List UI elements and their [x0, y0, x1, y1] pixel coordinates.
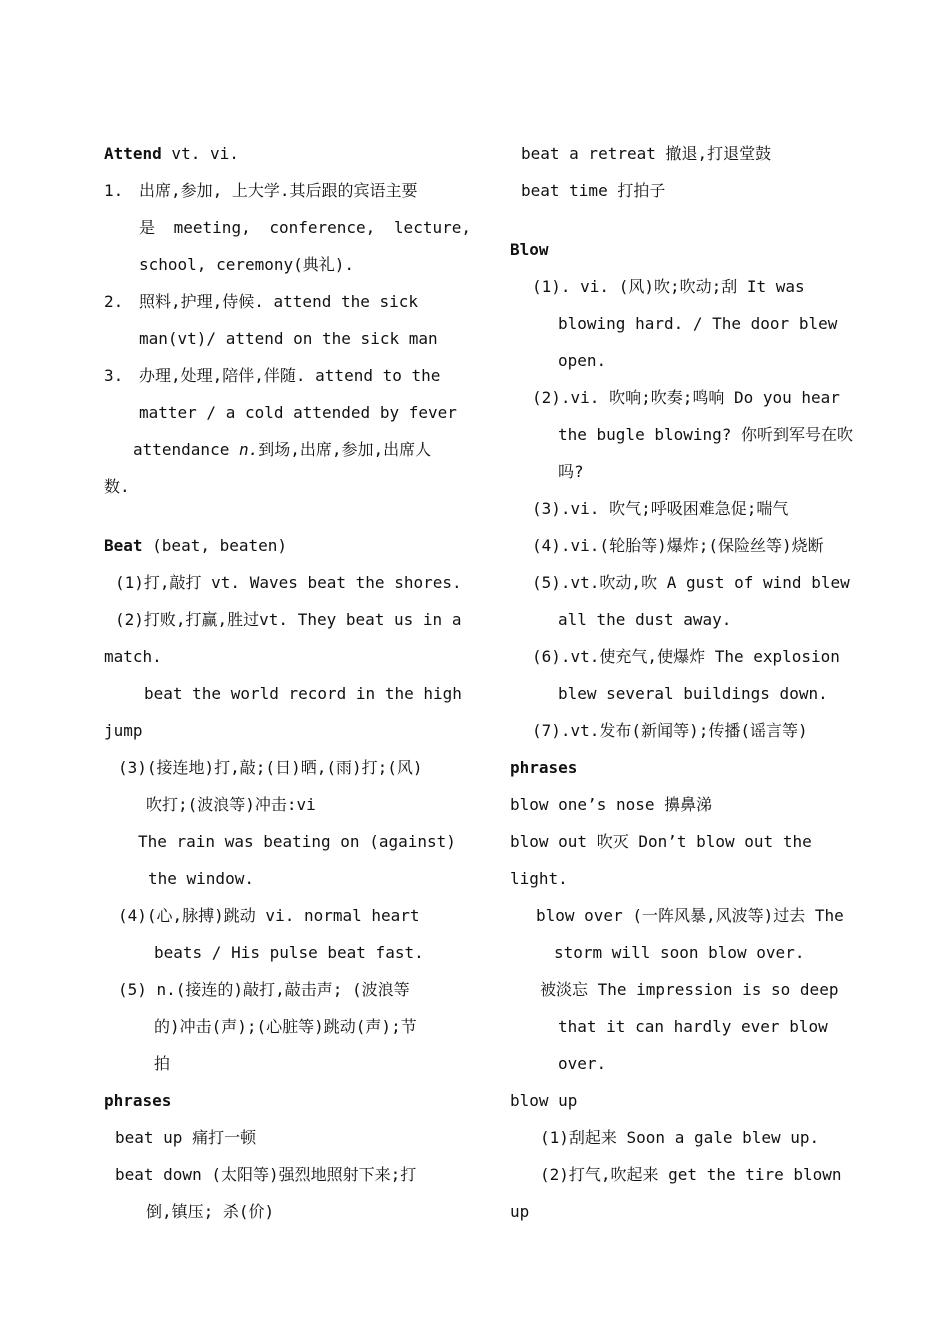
blow-phrase-3-cont: storm will soon blow over. — [554, 943, 805, 962]
derived-pos: n. — [238, 440, 259, 459]
word: conference, — [269, 218, 376, 237]
blow-phrase-1: blow one’s nose 擤鼻涕 — [510, 795, 713, 814]
attend-pos: vt. vi. — [161, 144, 239, 163]
attend-sense-1-cont — [104, 213, 474, 250]
sense-number: 3. — [104, 366, 124, 385]
beat-sense-5: (5) n.(接连的)敲打,敲击声; (波浪等 — [118, 980, 410, 999]
beat-phrase-2-cont: 倒,镇压; 杀(价) — [146, 1202, 275, 1221]
blow-phrase-4-sense-2: (2)打气,吹起来 get the tire blown — [540, 1165, 842, 1184]
attend-sense-1-cont2: school, ceremony(典礼). — [139, 255, 355, 274]
blow-sense-3: (3).vi. 吹气;呼吸困难急促;喘气 — [532, 499, 789, 518]
entry-word-attend: Attend — [104, 144, 162, 163]
sense-number: 2. — [104, 292, 124, 311]
blow-sense-7: (7).vt.发布(新闻等);传播(谣言等) — [532, 721, 808, 740]
blow-sense-2-cont: the bugle blowing? 你听到军号在吹 — [558, 425, 854, 444]
beat-sense-5-cont2: 拍 — [154, 1054, 171, 1073]
blow-phrase-4-sense-2-cont: up — [510, 1202, 530, 1221]
attend-sense-3-cont: matter / a cold attended by fever — [139, 403, 457, 422]
blow-phrase-3-sense-2-cont: that it can hardly ever blow — [558, 1017, 828, 1036]
beat-sense-2-example-cont: jump — [104, 721, 143, 740]
blow-sense-5: (5).vt.吹动,吹 A gust of wind blew — [532, 573, 850, 592]
blow-phrases-heading: phrases — [510, 758, 578, 777]
attend-sense-2 — [104, 287, 474, 324]
sense-number: 1. — [104, 181, 124, 200]
right-column — [510, 139, 870, 1234]
attend-sense-3 — [104, 361, 474, 398]
left-column — [104, 139, 474, 1234]
beat-sense-4: (4)(心,脉搏)跳动 vi. normal heart — [118, 906, 420, 925]
word: 是 — [139, 218, 156, 237]
derived-word: attendance — [133, 440, 239, 459]
entry-word-blow: Blow — [510, 240, 549, 259]
attendance-line — [104, 435, 474, 472]
blow-sense-1-cont2: open. — [558, 351, 607, 370]
blow-sense-2-cont2: 吗? — [558, 462, 584, 481]
attend-sense-2-cont: man(vt)/ attend on the sick man — [139, 329, 438, 348]
blow-phrase-2-cont: light. — [510, 869, 568, 888]
blow-sense-6: (6).vt.使充气,使爆炸 The explosion — [532, 647, 840, 666]
beat-sense-3: (3)(接连地)打,敲;(日)晒,(雨)打;(风) — [118, 758, 423, 777]
blow-phrase-4: blow up — [510, 1091, 578, 1110]
blow-phrase-3-sense-2-cont2: over. — [558, 1054, 607, 1073]
derived-def: 到场,出席,参加,出席人 — [258, 440, 432, 459]
attendance-line-cont: 数. — [104, 477, 130, 496]
blow-phrase-4-sense-1: (1)刮起来 Soon a gale blew up. — [540, 1128, 820, 1147]
entry-word-beat: Beat — [104, 536, 143, 555]
blow-phrase-3-sense-2: 被淡忘 The impression is so deep — [540, 980, 839, 999]
blow-sense-2: (2).vi. 吹响;吹奏;鸣响 Do you hear — [532, 388, 840, 407]
word: lecture, — [393, 218, 471, 237]
beat-sense-3-example-cont: the window. — [148, 869, 254, 888]
sense-text: 办理,处理,陪伴,伴随. attend to the — [139, 366, 441, 385]
beat-sense-3-example: The rain was beating on (against) — [138, 832, 456, 851]
attend-sense-1 — [104, 176, 474, 213]
beat-forms: (beat, beaten) — [142, 536, 288, 555]
beat-sense-1: (1)打,敲打 vt. Waves beat the shores. — [115, 573, 462, 592]
attend-heading-line — [104, 139, 474, 176]
beat-phrase-3: beat a retreat 撤退,打退堂鼓 — [521, 144, 772, 163]
blow-phrase-3: blow over (一阵风暴,风波等)过去 The — [536, 906, 844, 925]
blow-phrase-2: blow out 吹灭 Don’t blow out the — [510, 832, 812, 851]
blow-sense-1: (1). vi. (风)吹;吹动;刮 It was — [532, 277, 805, 296]
beat-phrase-2: beat down (太阳等)强烈地照射下来;打 — [115, 1165, 417, 1184]
word: meeting, — [173, 218, 251, 237]
beat-sense-4-cont: beats / His pulse beat fast. — [154, 943, 424, 962]
beat-phrase-1: beat up 痛打一顿 — [115, 1128, 257, 1147]
blow-sense-4: (4).vi.(轮胎等)爆炸;(保险丝等)烧断 — [532, 536, 824, 555]
blow-sense-1-cont: blowing hard. / The door blew — [558, 314, 838, 333]
beat-phrase-4: beat time 打拍子 — [521, 181, 666, 200]
beat-heading-line — [104, 531, 474, 568]
sense-text: 出席,参加, 上大学.其后跟的宾语主要 — [139, 181, 418, 200]
blow-sense-6-cont: blew several buildings down. — [558, 684, 828, 703]
beat-phrases-heading: phrases — [104, 1091, 172, 1110]
beat-sense-2-cont: match. — [104, 647, 162, 666]
beat-sense-2-example: beat the world record in the high — [144, 684, 462, 703]
sense-text: 照料,护理,侍候. attend the sick — [139, 292, 419, 311]
beat-sense-5-cont: 的)冲击(声);(心脏等)跳动(声);节 — [154, 1017, 417, 1036]
beat-sense-2: (2)打败,打赢,胜过vt. They beat us in a — [115, 610, 462, 629]
beat-sense-3-cont: 吹打;(波浪等)冲击:vi — [146, 795, 316, 814]
blow-sense-5-cont: all the dust away. — [558, 610, 732, 629]
